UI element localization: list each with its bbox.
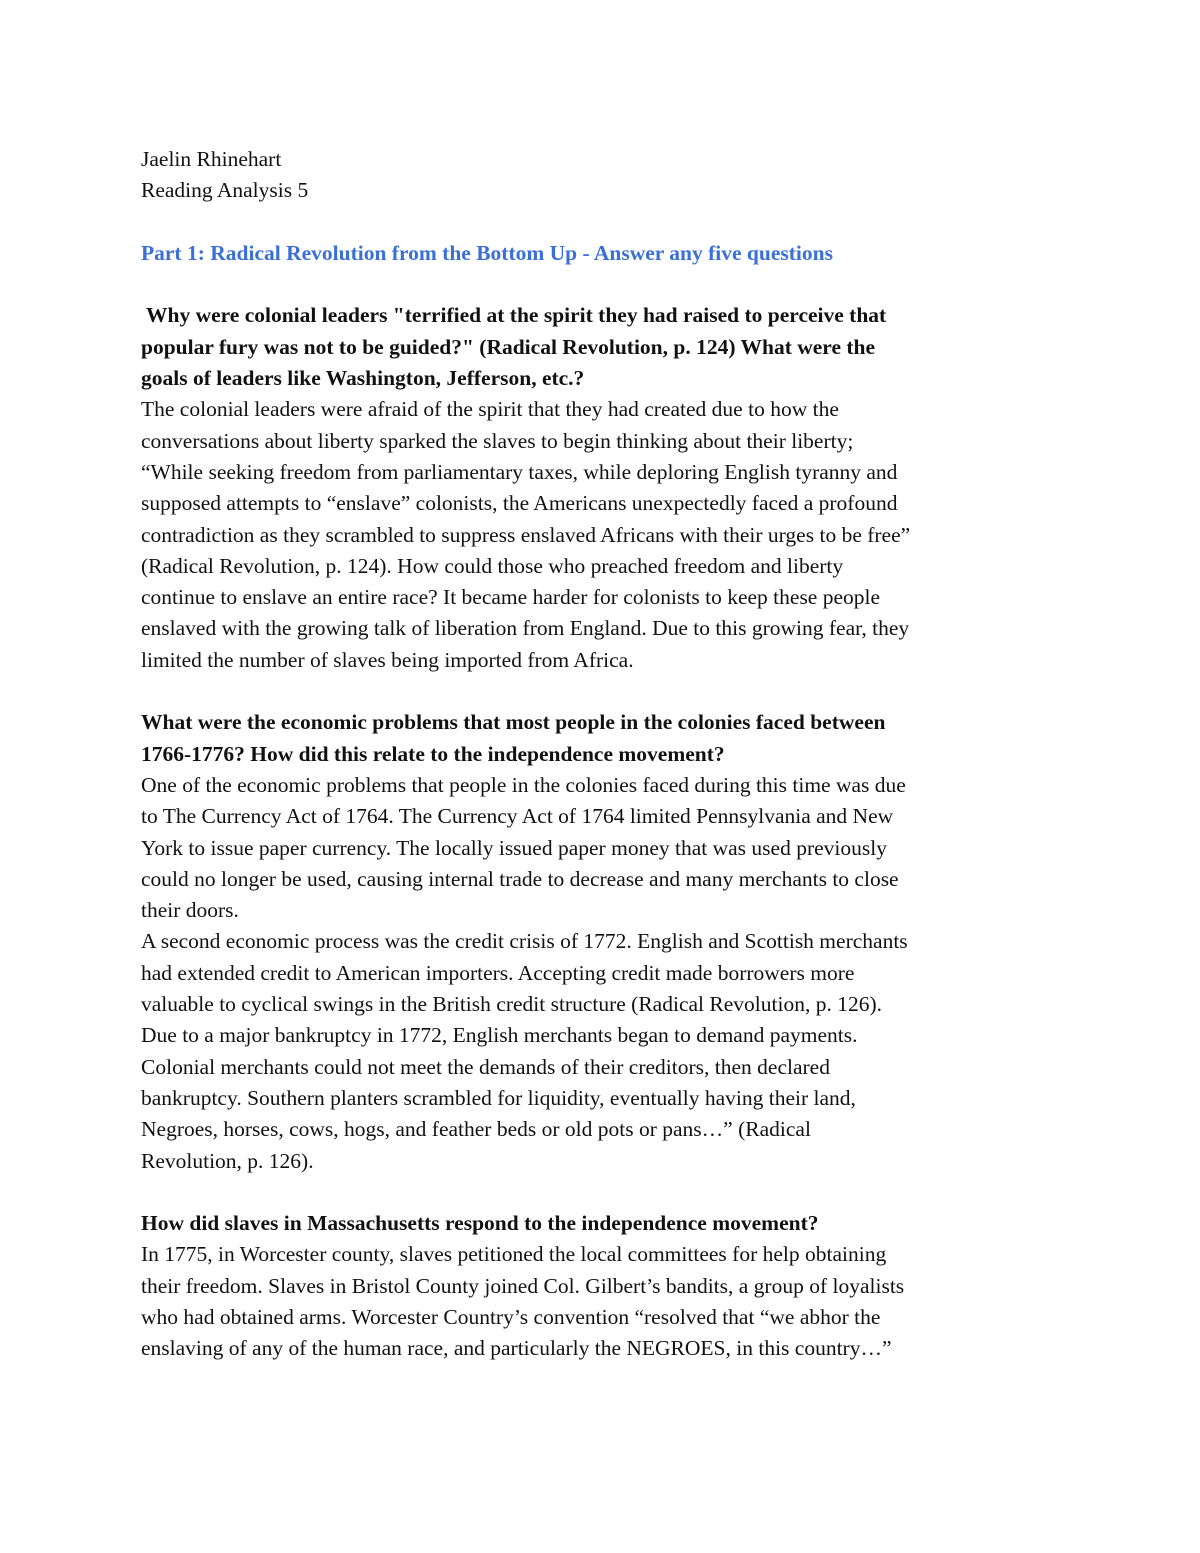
answer-line: Due to a major bankruptcy in 1772, English merchants began to demand payments. [141, 1023, 858, 1048]
author-name: Jaelin Rhinehart [141, 147, 282, 171]
answer-line: supposed attempts to “enslave” colonists, the Americans unexpectedly faced a profound [141, 491, 898, 516]
answer-line: Colonial merchants could not meet the demands of their creditors, then declared [141, 1054, 830, 1079]
question-line: goals of leaders like Washington, Jefferson, etc.? [141, 366, 585, 391]
question-block-2 [141, 707, 1071, 1176]
part-heading: Part 1: Radical Revolution from the Bottom Up - Answer any five questions [141, 240, 833, 265]
answer-line: valuable to cyclical swings in the British credit structure (Radical Revolution, p. 126). [141, 992, 882, 1017]
spacer [141, 207, 1071, 238]
spacer [141, 676, 1071, 707]
answer-line: to The Currency Act of 1764. The Currency Act of 1764 limited Pennsylvania and New [141, 804, 894, 829]
spacer [141, 269, 1071, 300]
answer-line: conversations about liberty sparked the slaves to begin thinking about their liberty; [141, 428, 854, 453]
answer-line: A second economic process was the credit crisis of 1772. English and Scottish merchants [141, 929, 908, 954]
spacer [141, 1177, 1071, 1208]
answer-line: The colonial leaders were afraid of the spirit that they had created due to how the [141, 397, 839, 422]
answer-line: Negroes, horses, cows, hogs, and feather beds or old pots or pans…” (Radical [141, 1117, 811, 1142]
document-page [141, 144, 1071, 1365]
answer-line: enslaved with the growing talk of liberation from England. Due to this growing fear, they [141, 616, 910, 641]
answer-line: who had obtained arms. Worcester Country’s convention “resolved that “we abhor the [141, 1304, 881, 1329]
answer-line: bankruptcy. Southern planters scrambled for liquidity, eventually having their land, [141, 1085, 856, 1110]
answer-line: enslaving of any of the human race, and particularly the NEGROES, in this country…” [141, 1336, 892, 1361]
answer-line: Revolution, p. 126). [141, 1148, 314, 1173]
answer-line: “While seeking freedom from parliamentary taxes, while deploring English tyranny and [141, 459, 898, 484]
answer-line: In 1775, in Worcester county, slaves petitioned the local committees for help obtaining [141, 1242, 887, 1267]
question-line: 1766-1776? How did this relate to the independence movement? [141, 741, 725, 766]
answer-line: limited the number of slaves being imported from Africa. [141, 647, 634, 672]
question-line: What were the economic problems that most people in the colonies faced between [141, 710, 886, 735]
answer-line: contradiction as they scrambled to suppress enslaved Africans with their urges to be free” [141, 522, 911, 547]
question-block-3 [141, 1208, 1071, 1364]
question-line: How did slaves in Massachusetts respond to the independence movement? [141, 1211, 819, 1236]
answer-line: their doors. [141, 898, 239, 923]
assignment-title: Reading Analysis 5 [141, 178, 309, 203]
answer-line: their freedom. Slaves in Bristol County joined Col. Gilbert’s bandits, a group of loyalists [141, 1273, 905, 1298]
question-line: Why were colonial leaders "terrified at the spirit they had raised to perceive that [141, 303, 887, 328]
answer-line: One of the economic problems that people in the colonies faced during this time was due [141, 772, 906, 797]
question-block-1 [141, 300, 1071, 676]
question-line: popular fury was not to be guided?" (Radical Revolution, p. 124) What were the [141, 334, 876, 359]
answer-line: (Radical Revolution, p. 124). How could those who preached freedom and liberty [141, 553, 844, 578]
answer-line: continue to enslave an entire race? It became harder for colonists to keep these people [141, 585, 881, 610]
answer-line: had extended credit to American importers. Accepting credit made borrowers more [141, 960, 855, 985]
answer-line: could no longer be used, causing internal trade to decrease and many merchants to close [141, 866, 899, 891]
answer-line: York to issue paper currency. The locally issued paper money that was used previously [141, 835, 887, 860]
